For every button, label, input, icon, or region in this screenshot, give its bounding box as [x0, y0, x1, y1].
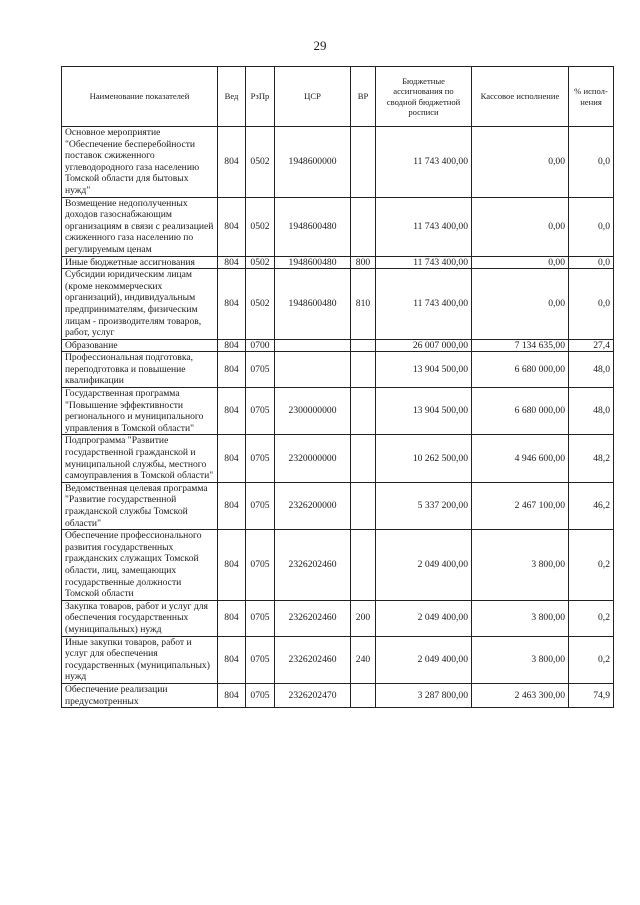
cell-csr: 1948600480 — [275, 269, 351, 340]
cell-vr — [351, 127, 376, 198]
cell-vr — [351, 197, 376, 256]
cell-cash: 7 134 635,00 — [472, 339, 569, 352]
table-body — [62, 127, 614, 708]
cell-rzpr: 0705 — [246, 435, 275, 482]
cell-rzpr: 0705 — [246, 352, 275, 388]
cell-rzpr: 0705 — [246, 636, 275, 683]
cell-percent: 46,2 — [569, 482, 614, 529]
cell-budget: 13 904 500,00 — [376, 388, 472, 435]
col-header-vr: ВР — [351, 67, 376, 127]
table-row — [62, 388, 614, 435]
cell-rzpr: 0705 — [246, 530, 275, 601]
cell-csr: 2326202470 — [275, 683, 351, 707]
cell-name: Подпрограмма "Развитие государственной гражданской и муниципальной службы, местного самоуправления в Томской области" — [62, 435, 218, 482]
cell-vr: 200 — [351, 600, 376, 636]
col-header-ved: Вед — [218, 67, 246, 127]
cell-vr — [351, 683, 376, 707]
cell-percent: 0,2 — [569, 600, 614, 636]
cell-rzpr: 0705 — [246, 600, 275, 636]
cell-vr — [351, 435, 376, 482]
cell-csr — [275, 339, 351, 352]
cell-cash: 0,00 — [472, 269, 569, 340]
col-header-percent: % испол-нения — [569, 67, 614, 127]
cell-cash: 0,00 — [472, 256, 569, 269]
cell-cash: 3 800,00 — [472, 636, 569, 683]
cell-vr — [351, 530, 376, 601]
cell-percent: 48,0 — [569, 352, 614, 388]
cell-name: Субсидии юридическим лицам (кроме некоммерческих организаций), индивидуальным предпринимателям, физическим лицам - производителям товаров, работ, услуг — [62, 269, 218, 340]
table-row — [62, 683, 614, 707]
cell-rzpr: 0700 — [246, 339, 275, 352]
cell-percent: 0,0 — [569, 127, 614, 198]
cell-ved: 804 — [218, 269, 246, 340]
cell-cash: 4 946 600,00 — [472, 435, 569, 482]
cell-rzpr: 0705 — [246, 683, 275, 707]
cell-vr: 800 — [351, 256, 376, 269]
cell-csr — [275, 352, 351, 388]
cell-cash: 0,00 — [472, 197, 569, 256]
cell-csr: 1948600480 — [275, 256, 351, 269]
cell-vr: 240 — [351, 636, 376, 683]
cell-rzpr: 0705 — [246, 482, 275, 529]
cell-cash: 3 800,00 — [472, 600, 569, 636]
table-row — [62, 127, 614, 198]
cell-rzpr: 0705 — [246, 388, 275, 435]
cell-name: Иные бюджетные ассигнования — [62, 256, 218, 269]
cell-ved: 804 — [218, 530, 246, 601]
cell-vr: 810 — [351, 269, 376, 340]
cell-cash: 6 680 000,00 — [472, 388, 569, 435]
cell-percent: 0,2 — [569, 636, 614, 683]
cell-budget: 11 743 400,00 — [376, 197, 472, 256]
table-row — [62, 482, 614, 529]
cell-percent: 74,9 — [569, 683, 614, 707]
cell-budget: 10 262 500,00 — [376, 435, 472, 482]
cell-name: Закупка товаров, работ и услуг для обеспечения государственных (муниципальных) нужд — [62, 600, 218, 636]
table-row — [62, 435, 614, 482]
table-row — [62, 339, 614, 352]
cell-percent: 27,4 — [569, 339, 614, 352]
cell-csr: 2300000000 — [275, 388, 351, 435]
cell-rzpr: 0502 — [246, 256, 275, 269]
cell-cash: 6 680 000,00 — [472, 352, 569, 388]
cell-ved: 804 — [218, 435, 246, 482]
cell-csr: 2326200000 — [275, 482, 351, 529]
budget-execution-table — [61, 66, 614, 708]
cell-budget: 2 049 400,00 — [376, 600, 472, 636]
cell-rzpr: 0502 — [246, 197, 275, 256]
cell-percent: 0,0 — [569, 269, 614, 340]
cell-vr — [351, 339, 376, 352]
table-row — [62, 197, 614, 256]
cell-cash: 3 800,00 — [472, 530, 569, 601]
table-row — [62, 530, 614, 601]
table-row — [62, 636, 614, 683]
cell-csr: 2326202460 — [275, 530, 351, 601]
cell-vr — [351, 352, 376, 388]
cell-percent: 0,0 — [569, 256, 614, 269]
col-header-cash: Кассовое исполнение — [472, 67, 569, 127]
cell-budget: 26 007 000,00 — [376, 339, 472, 352]
col-header-name: Наименование показателей — [62, 67, 218, 127]
table-row — [62, 600, 614, 636]
cell-budget: 11 743 400,00 — [376, 127, 472, 198]
cell-ved: 804 — [218, 339, 246, 352]
cell-ved: 804 — [218, 388, 246, 435]
cell-rzpr: 0502 — [246, 269, 275, 340]
cell-percent: 48,2 — [569, 435, 614, 482]
table-row — [62, 256, 614, 269]
cell-csr: 2326202460 — [275, 636, 351, 683]
cell-csr: 1948600000 — [275, 127, 351, 198]
cell-budget: 5 337 200,00 — [376, 482, 472, 529]
cell-cash: 0,00 — [472, 127, 569, 198]
cell-ved: 804 — [218, 127, 246, 198]
cell-name: Профессиональная подготовка, переподготовка и повышение квалификации — [62, 352, 218, 388]
cell-name: Основное мероприятие "Обеспечение бесперебойности поставок сжиженного углеводородного газа населению Томской области для бытовых нужд" — [62, 127, 218, 198]
header-row — [62, 67, 614, 127]
table-row — [62, 269, 614, 340]
cell-ved: 804 — [218, 482, 246, 529]
cell-percent: 48,0 — [569, 388, 614, 435]
cell-csr: 1948600480 — [275, 197, 351, 256]
cell-name: Обеспечение реализации предусмотренных — [62, 683, 218, 707]
cell-ved: 804 — [218, 197, 246, 256]
cell-name: Возмещение недополученных доходов газоснабжающим организациям в связи с реализацией сжиженного газа населению по регулируемым ценам — [62, 197, 218, 256]
cell-name: Иные закупки товаров, работ и услуг для обеспечения государственных (муниципальных) нужд — [62, 636, 218, 683]
cell-csr: 2326202460 — [275, 600, 351, 636]
cell-budget: 11 743 400,00 — [376, 256, 472, 269]
cell-budget: 13 904 500,00 — [376, 352, 472, 388]
cell-percent: 0,2 — [569, 530, 614, 601]
page-number: 29 — [313, 38, 327, 53]
cell-csr: 2320000000 — [275, 435, 351, 482]
cell-name: Образование — [62, 339, 218, 352]
cell-ved: 804 — [218, 600, 246, 636]
cell-rzpr: 0502 — [246, 127, 275, 198]
cell-cash: 2 467 100,00 — [472, 482, 569, 529]
col-header-rzpr: РзПр — [246, 67, 275, 127]
cell-ved: 804 — [218, 256, 246, 269]
cell-ved: 804 — [218, 636, 246, 683]
cell-budget: 11 743 400,00 — [376, 269, 472, 340]
cell-budget: 3 287 800,00 — [376, 683, 472, 707]
cell-cash: 2 463 300,00 — [472, 683, 569, 707]
cell-percent: 0,0 — [569, 197, 614, 256]
cell-budget: 2 049 400,00 — [376, 530, 472, 601]
col-header-csr: ЦСР — [275, 67, 351, 127]
cell-ved: 804 — [218, 683, 246, 707]
cell-vr — [351, 482, 376, 529]
cell-vr — [351, 388, 376, 435]
cell-ved: 804 — [218, 352, 246, 388]
cell-name: Государственная программа "Повышение эффективности регионального и муниципального управления в Томской области" — [62, 388, 218, 435]
table-row — [62, 352, 614, 388]
cell-budget: 2 049 400,00 — [376, 636, 472, 683]
cell-name: Обеспечение профессионального развития государственных гражданских служащих Томской области, лиц, замещающих государственные должности Томской области — [62, 530, 218, 601]
col-header-budget: Бюджетные ассигнования по сводной бюджетной росписи — [376, 67, 472, 127]
cell-name: Ведомственная целевая программа "Развитие государственной гражданской службы Томской области" — [62, 482, 218, 529]
